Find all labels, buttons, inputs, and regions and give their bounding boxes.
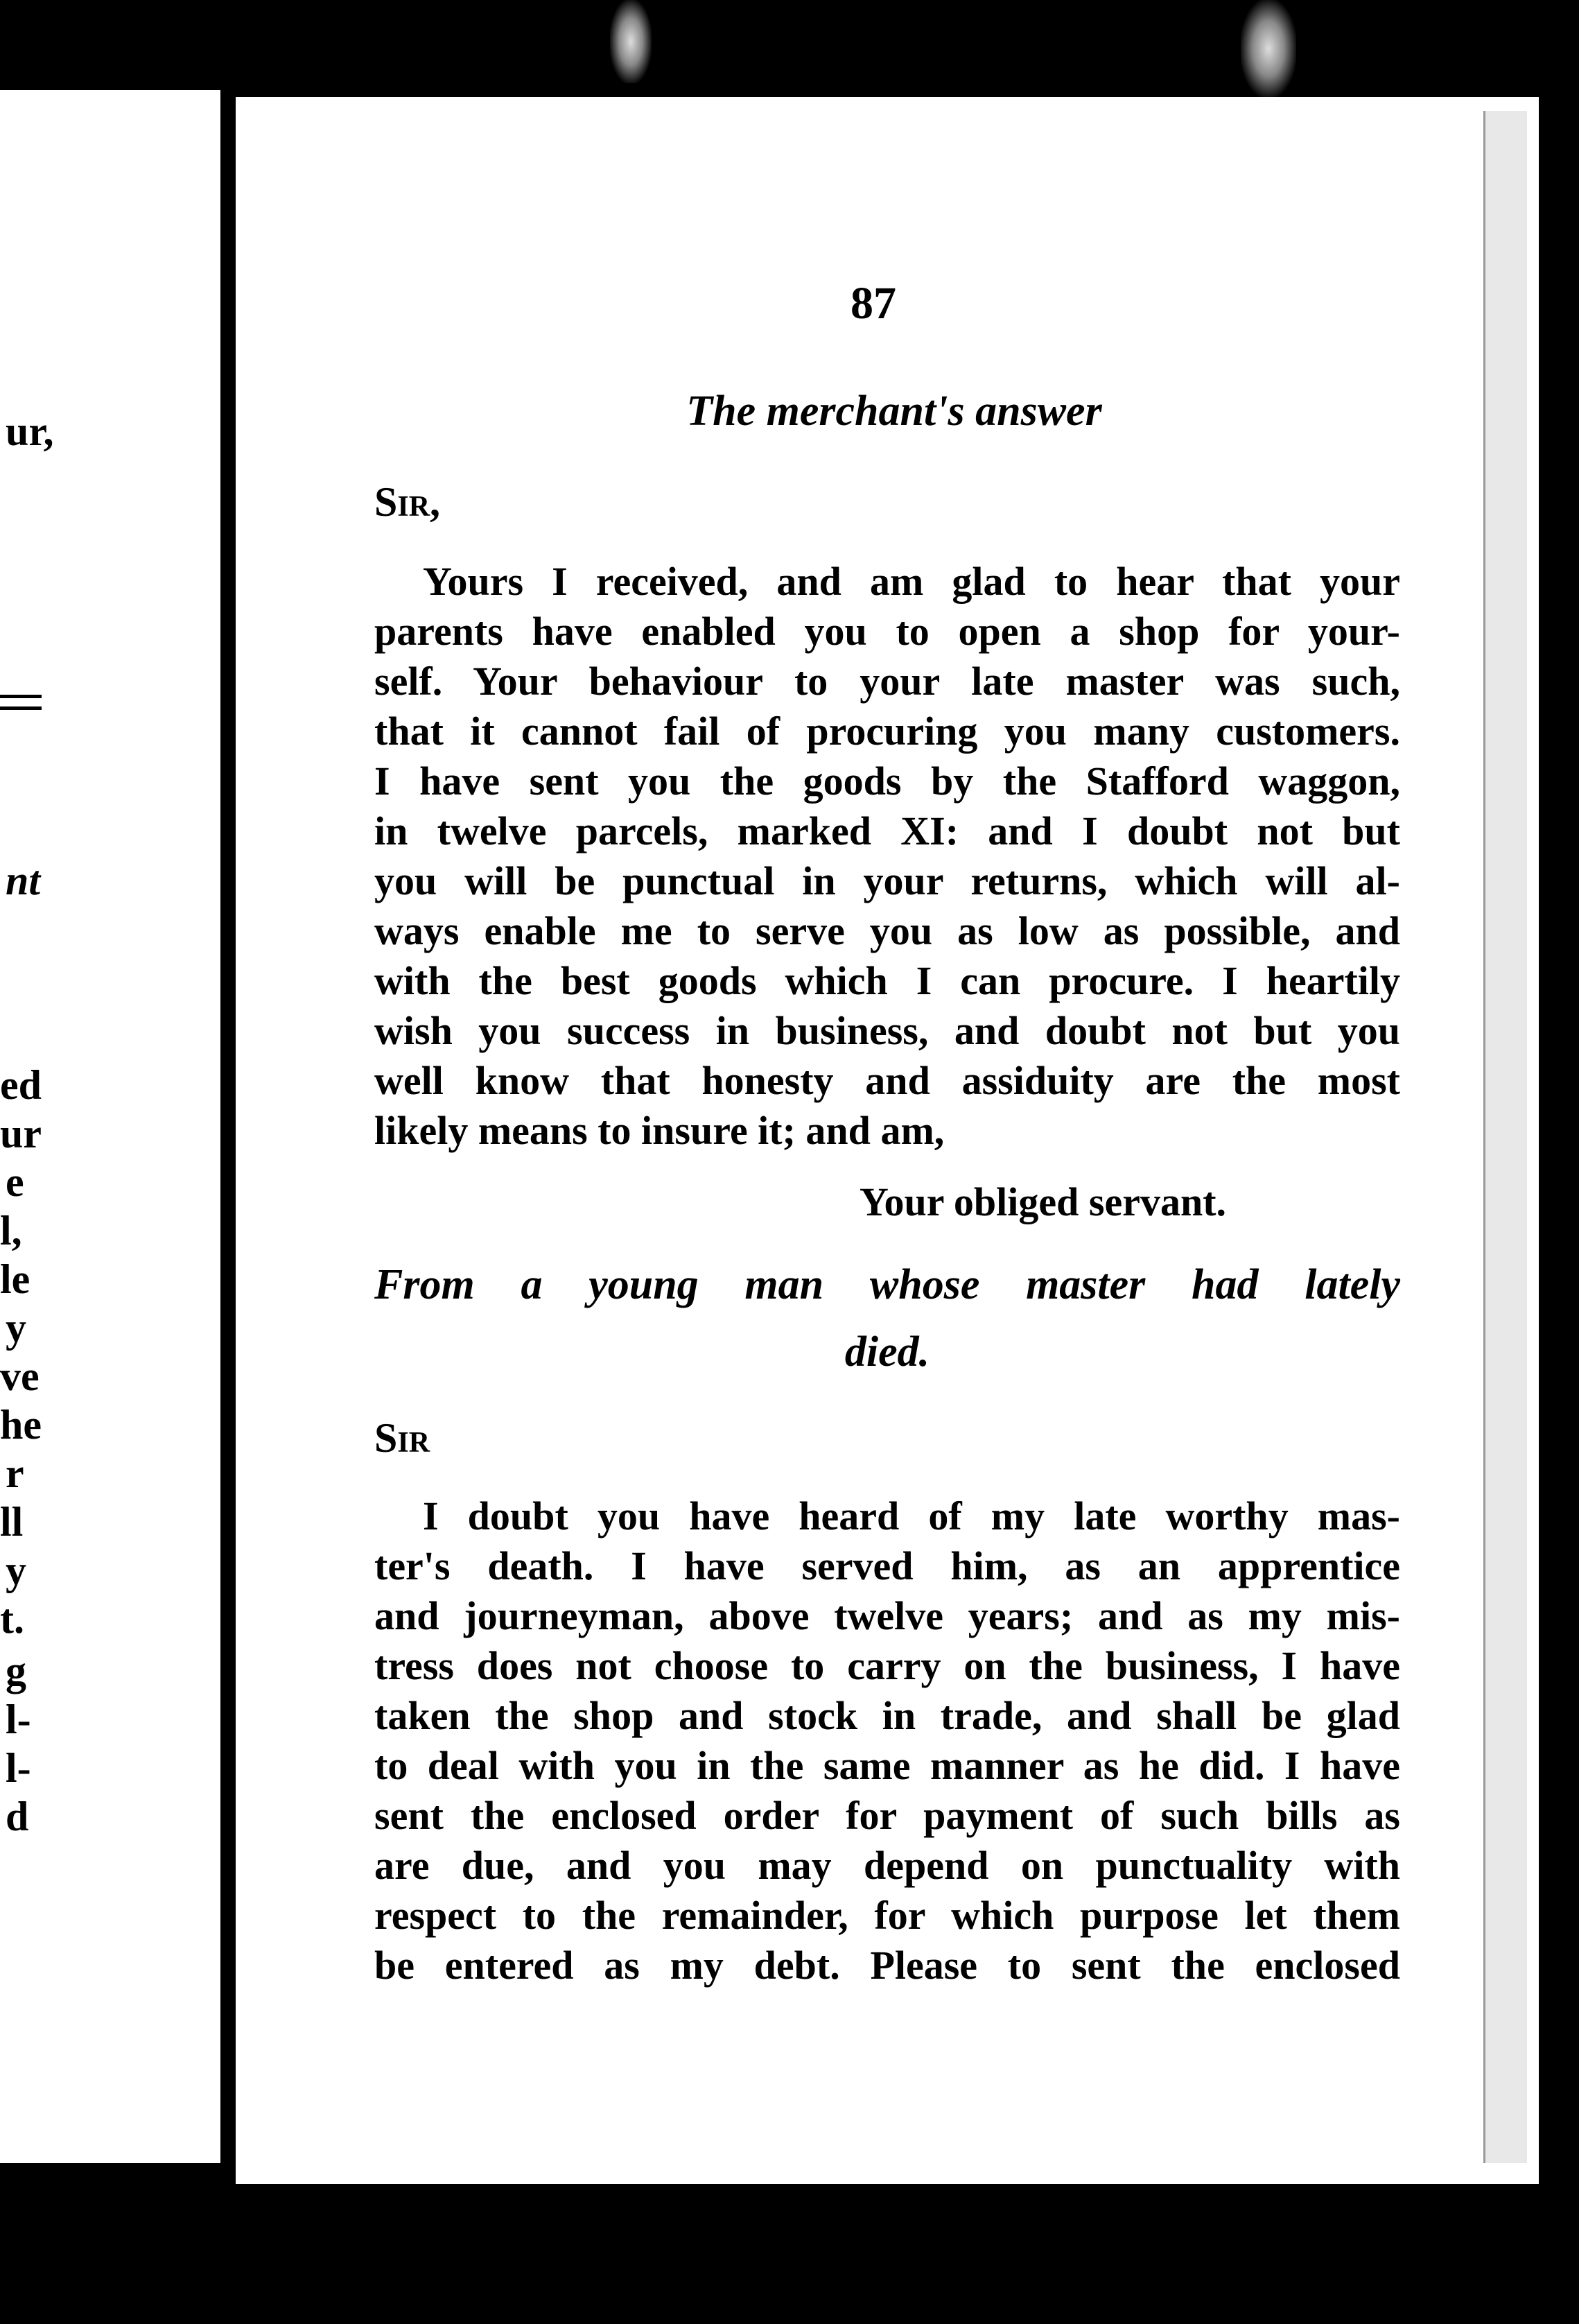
text-line: ways enable me to serve you as low as possible, and xyxy=(374,908,1400,953)
text-line: ter's death. I have served him, as an apprentice xyxy=(374,1543,1400,1588)
left-page-fragment: ll xyxy=(0,1499,24,1545)
left-page-fragment: ed xyxy=(0,1062,42,1108)
left-page-fragment: l, xyxy=(0,1208,22,1254)
text-line: I doubt you have heard of my late worthy mas- xyxy=(423,1493,1400,1538)
text-line: you will be punctual in your returns, which will al- xyxy=(374,858,1400,903)
text-line: taken the shop and stock in trade, and shall be glad xyxy=(374,1693,1400,1738)
text-line: I have sent you the goods by the Stafford waggon, xyxy=(374,758,1400,804)
letter-heading: died. xyxy=(844,1328,930,1376)
left-page-fragment: y xyxy=(6,1305,26,1351)
letter-salutation: Sir, xyxy=(374,479,441,525)
text-line: are due, and you may depend on punctuality with xyxy=(374,1843,1400,1888)
text-line: Yours I received, and am glad to hear that your xyxy=(423,559,1400,604)
text-line: respect to the remainder, for which purpose let them xyxy=(374,1893,1400,1938)
book-gutter xyxy=(220,83,236,2170)
left-page-fragment: y xyxy=(6,1547,26,1593)
binding-thread-left xyxy=(610,0,652,83)
left-page-fragment: l- xyxy=(6,1745,31,1791)
left-page-fragment: r xyxy=(6,1450,24,1496)
left-page-fragment: he xyxy=(0,1402,42,1448)
left-page-fragment: l- xyxy=(6,1697,31,1742)
left-page-fragment: nt xyxy=(6,858,41,903)
text-line: sent the enclosed order for payment of such bills as xyxy=(374,1793,1400,1838)
text-line: parents have enabled you to open a shop for your- xyxy=(374,609,1400,654)
text-line: tress does not choose to carry on the business, I have xyxy=(374,1643,1400,1688)
page-number: 87 xyxy=(850,278,896,329)
page-edge xyxy=(1483,111,1527,2163)
text-line: be entered as my debt. Please to sent the enclosed xyxy=(374,1943,1400,1988)
left-facing-page xyxy=(0,90,220,2163)
left-page-fragment: e xyxy=(6,1159,24,1205)
letter-signoff: Your obliged servant. xyxy=(860,1179,1227,1224)
letter-heading: The merchant's answer xyxy=(686,388,1102,435)
text-line: and journeyman, above twelve years; and as my mis- xyxy=(374,1593,1400,1638)
text-line: that it cannot fail of procuring you many customers. xyxy=(374,709,1400,754)
text-line: with the best goods which I can procure. I heartily xyxy=(374,958,1400,1003)
left-page-fragment: ur xyxy=(0,1111,42,1156)
left-page-fragment: le xyxy=(0,1256,30,1302)
letter-salutation: Sir xyxy=(374,1415,430,1461)
text-line: to deal with you in the same manner as he did. I have xyxy=(374,1743,1400,1788)
text-line: well know that honesty and assiduity are the most xyxy=(374,1058,1400,1103)
text-line: self. Your behaviour to your late master was such, xyxy=(374,659,1400,704)
binding-thread-right xyxy=(1241,0,1296,97)
text-line: in twelve parcels, marked XI: and I doubt not but xyxy=(374,808,1400,853)
letter-heading: From a young man whose master had lately xyxy=(374,1261,1400,1308)
left-page-fragment: d xyxy=(6,1794,29,1839)
left-page-fragment: t. xyxy=(0,1596,24,1642)
text-line: wish you success in business, and doubt not but you xyxy=(374,1008,1400,1053)
text-line: likely means to insure it; and am, xyxy=(374,1108,945,1153)
left-page-fragment: g xyxy=(6,1648,26,1694)
left-page-fragment: ur, xyxy=(6,408,54,454)
left-page-rule xyxy=(0,695,42,710)
left-page-fragment: ve xyxy=(0,1353,40,1399)
